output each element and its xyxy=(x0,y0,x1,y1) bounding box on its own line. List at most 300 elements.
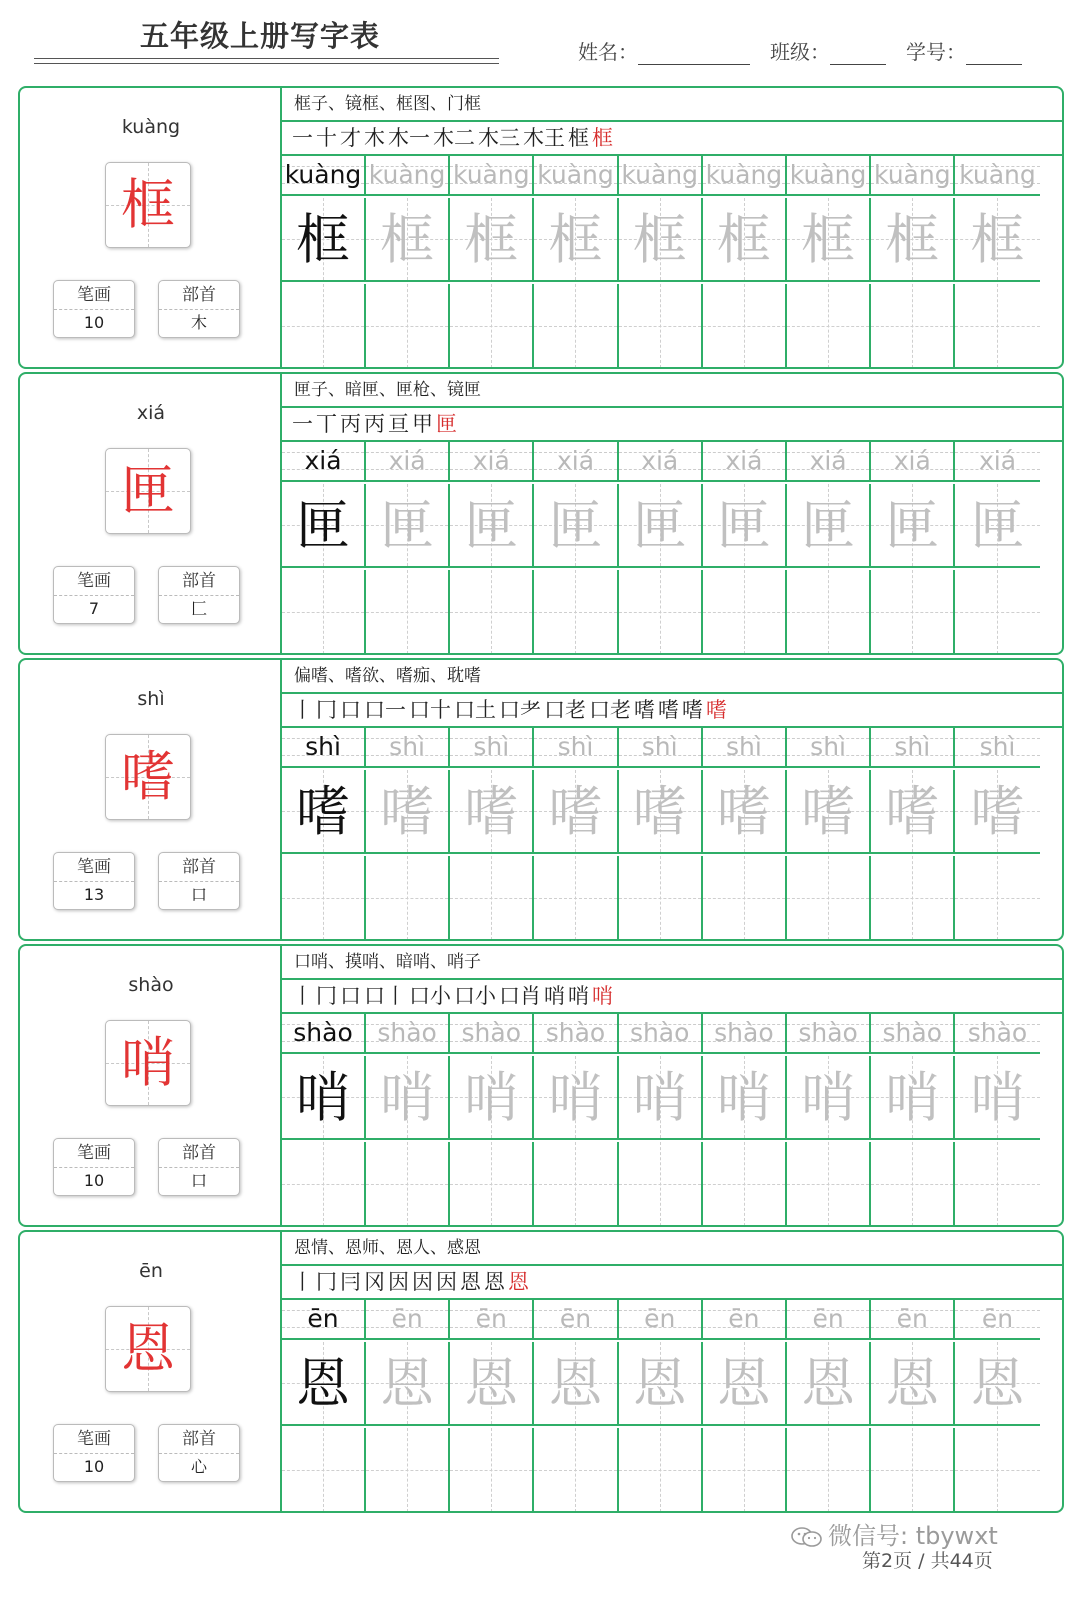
character-text: 匣 xyxy=(548,494,603,557)
blank-writing-cell[interactable] xyxy=(450,856,534,940)
pinyin-practice-cell[interactable] xyxy=(955,1014,1039,1054)
pinyin-practice-cell[interactable] xyxy=(955,1300,1039,1340)
blank-writing-cell[interactable] xyxy=(703,1428,787,1512)
character-text: 嗜 xyxy=(296,780,350,843)
trace-character-cell[interactable] xyxy=(282,1056,366,1140)
pinyin-text: kuàng xyxy=(789,160,867,189)
radical-value: 口 xyxy=(190,1171,207,1190)
pinyin-text: kuàng xyxy=(959,160,1036,189)
pinyin-practice-cell[interactable] xyxy=(955,442,1039,482)
radical-label: 部首 xyxy=(159,1139,239,1168)
practice-grid xyxy=(282,728,1062,939)
pinyin-practice-cell[interactable] xyxy=(450,728,534,768)
pinyin-label: ēn xyxy=(139,1260,163,1282)
pinyin-practice-cell[interactable] xyxy=(619,1300,703,1340)
pinyin-label: shì xyxy=(137,688,165,710)
trace-character-cell[interactable] xyxy=(871,1342,955,1426)
pinyin-text: ēn xyxy=(391,1304,423,1333)
practice-grid xyxy=(282,1014,1062,1225)
trace-character-cell[interactable] xyxy=(787,484,871,568)
trace-character-cell[interactable] xyxy=(871,770,955,854)
character-text: 恩 xyxy=(464,1352,519,1415)
pinyin-practice-cell[interactable] xyxy=(282,728,366,768)
practice-panel xyxy=(282,1232,1062,1511)
stroke-step: 哨 xyxy=(592,984,613,1008)
stroke-count-box xyxy=(53,280,135,338)
character-text: 哨 xyxy=(970,1066,1025,1129)
pinyin-practice-cell[interactable] xyxy=(534,1014,618,1054)
radical-box xyxy=(158,852,240,910)
trace-character-cell[interactable] xyxy=(534,484,618,568)
character-text: 匣 xyxy=(716,494,771,557)
watermark-text: 微信号: tbywxt xyxy=(828,1522,998,1550)
stroke-step: 口 xyxy=(340,984,361,1008)
stroke-count-label: 笔画 xyxy=(54,1425,134,1454)
pinyin-practice-cell[interactable] xyxy=(619,728,703,768)
pinyin-practice-cell[interactable] xyxy=(871,442,955,482)
stroke-step: 口小 xyxy=(454,984,496,1008)
blank-writing-cell[interactable] xyxy=(619,284,703,368)
radical-value: 木 xyxy=(190,313,207,332)
character-text: 匣 xyxy=(970,494,1025,557)
class-field[interactable] xyxy=(770,36,886,65)
character-text: 匣 xyxy=(380,494,435,557)
name-line[interactable] xyxy=(638,44,750,65)
blank-writing-cell[interactable] xyxy=(534,570,618,654)
pinyin-practice-cell[interactable] xyxy=(534,442,618,482)
blank-writing-cell[interactable] xyxy=(871,1428,955,1512)
stroke-step: 哨 xyxy=(544,984,565,1008)
practice-grid xyxy=(282,442,1062,653)
pinyin-text: kuàng xyxy=(368,160,446,189)
radical-label: 部首 xyxy=(159,1425,239,1454)
blank-writing-cell[interactable] xyxy=(450,284,534,368)
blank-writing-cell[interactable] xyxy=(282,284,366,368)
blank-writing-cell[interactable] xyxy=(366,1428,450,1512)
id-line[interactable] xyxy=(966,44,1022,65)
character-text: 嗜 xyxy=(632,780,687,843)
character-text: 匣 xyxy=(632,494,687,557)
character-text: 恩 xyxy=(296,1352,350,1415)
stroke-step: 冂 xyxy=(316,698,337,722)
blank-writing-cell[interactable] xyxy=(787,284,871,368)
pinyin-text: shào xyxy=(293,1018,353,1047)
blank-writing-cell[interactable] xyxy=(703,284,787,368)
trace-character-cell[interactable] xyxy=(534,1056,618,1140)
stroke-step: 冈 xyxy=(364,1270,385,1294)
pinyin-practice-cell[interactable] xyxy=(450,1300,534,1340)
pinyin-text: ēn xyxy=(475,1304,507,1333)
trace-character-cell[interactable] xyxy=(787,198,871,282)
blank-writing-cell[interactable] xyxy=(871,856,955,940)
character-text: 匣 xyxy=(801,494,856,557)
id-label: 学号： xyxy=(906,40,966,64)
wechat-icon xyxy=(790,1526,824,1548)
stroke-step: 口 xyxy=(340,698,361,722)
trace-character-cell[interactable] xyxy=(787,770,871,854)
trace-character-cell[interactable] xyxy=(955,198,1039,282)
stroke-step: 口丨 xyxy=(364,984,406,1008)
pinyin-practice-cell[interactable] xyxy=(619,156,703,196)
stroke-step: 口一 xyxy=(364,698,406,722)
pinyin-label: shào xyxy=(128,974,174,996)
pinyin-text: shào xyxy=(461,1018,522,1047)
trace-character-cell[interactable] xyxy=(619,770,703,854)
trace-character-cell[interactable] xyxy=(282,198,366,282)
blank-writing-cell[interactable] xyxy=(282,1142,366,1226)
stroke-step: 丙 xyxy=(340,412,361,436)
stroke-count-box xyxy=(53,1138,135,1196)
pinyin-practice-cell[interactable] xyxy=(619,1014,703,1054)
blank-writing-cell[interactable] xyxy=(871,1142,955,1226)
pinyin-practice-cell[interactable] xyxy=(534,728,618,768)
blank-writing-cell[interactable] xyxy=(955,284,1039,368)
stroke-step: 框 xyxy=(592,126,613,150)
blank-writing-cell[interactable] xyxy=(366,1142,450,1226)
pinyin-practice-cell[interactable] xyxy=(282,1014,366,1054)
pinyin-text: kuàng xyxy=(452,160,530,189)
trace-character-cell[interactable] xyxy=(619,198,703,282)
stroke-step: 嗜 xyxy=(658,698,679,722)
character-display: 匣 xyxy=(121,459,175,522)
stroke-step: 恩 xyxy=(460,1270,481,1294)
stroke-step: 甲 xyxy=(412,412,433,436)
blank-writing-cell[interactable] xyxy=(703,856,787,940)
stroke-step: 木王 xyxy=(523,126,565,150)
character-text: 匣 xyxy=(464,494,519,557)
radical-box xyxy=(158,1424,240,1482)
pinyin-practice-cell[interactable] xyxy=(450,156,534,196)
example-words: 恩情、恩师、恩人、感恩 xyxy=(282,1232,1062,1266)
blank-writing-cell[interactable] xyxy=(703,570,787,654)
blank-writing-cell[interactable] xyxy=(787,1142,871,1226)
trace-character-cell[interactable] xyxy=(955,1056,1039,1140)
pinyin-text: xiá xyxy=(388,446,426,475)
pinyin-practice-cell[interactable] xyxy=(787,728,871,768)
stroke-step: 口肖 xyxy=(499,984,541,1008)
radical-value: 口 xyxy=(190,885,207,904)
pinyin-text: shì xyxy=(894,732,931,761)
trace-character-cell[interactable] xyxy=(534,198,618,282)
trace-character-cell[interactable] xyxy=(871,198,955,282)
trace-character-cell[interactable] xyxy=(619,484,703,568)
trace-character-cell[interactable] xyxy=(787,1342,871,1426)
pinyin-practice-cell[interactable] xyxy=(366,1014,450,1054)
radical-value: 匚 xyxy=(190,599,207,618)
pinyin-practice-cell[interactable] xyxy=(955,156,1039,196)
class-line[interactable] xyxy=(830,44,886,65)
blank-writing-cell[interactable] xyxy=(955,856,1039,940)
trace-character-cell[interactable] xyxy=(534,770,618,854)
blank-writing-cell[interactable] xyxy=(787,570,871,654)
stroke-step: 木三 xyxy=(478,126,520,150)
blank-writing-cell[interactable] xyxy=(534,1428,618,1512)
character-text: 框 xyxy=(801,208,856,271)
pinyin-text: ēn xyxy=(981,1304,1014,1333)
pinyin-text: xiá xyxy=(641,446,679,475)
pinyin-practice-cell[interactable] xyxy=(703,442,787,482)
trace-character-cell[interactable] xyxy=(619,1056,703,1140)
pinyin-practice-cell[interactable] xyxy=(282,1300,366,1340)
pinyin-text: xiá xyxy=(978,446,1017,475)
character-text: 恩 xyxy=(716,1352,771,1415)
trace-character-cell[interactable] xyxy=(955,484,1039,568)
blank-writing-cell[interactable] xyxy=(450,1142,534,1226)
trace-character-cell[interactable] xyxy=(871,1056,955,1140)
practice-panel xyxy=(282,946,1062,1225)
blank-writing-cell[interactable] xyxy=(619,1142,703,1226)
trace-character-cell[interactable] xyxy=(619,1342,703,1426)
character-text: 哨 xyxy=(801,1066,856,1129)
id-field[interactable] xyxy=(906,36,1022,65)
stroke-order xyxy=(282,694,1062,728)
blank-writing-cell[interactable] xyxy=(955,1142,1039,1226)
pinyin-text: kuàng xyxy=(621,160,698,189)
trace-character-cell[interactable] xyxy=(366,1056,450,1140)
stroke-step: 因 xyxy=(412,1270,433,1294)
blank-writing-cell[interactable] xyxy=(450,1428,534,1512)
trace-character-cell[interactable] xyxy=(871,484,955,568)
radical-value: 心 xyxy=(190,1457,207,1476)
card-info-panel xyxy=(20,946,282,1225)
trace-character-cell[interactable] xyxy=(366,770,450,854)
pinyin-practice-cell[interactable] xyxy=(450,442,534,482)
practice-panel xyxy=(282,660,1062,939)
trace-character-cell[interactable] xyxy=(282,1342,366,1426)
stroke-step: 亘 xyxy=(388,412,409,436)
stroke-step: 恩 xyxy=(508,1270,529,1294)
pinyin-label: kuàng xyxy=(121,116,181,138)
stroke-step: 木 xyxy=(364,126,385,150)
character-text: 嗜 xyxy=(716,780,771,843)
stroke-step: 哨 xyxy=(568,984,589,1008)
pinyin-practice-cell[interactable] xyxy=(871,1300,955,1340)
stroke-step: 嗜 xyxy=(706,698,727,722)
stroke-step: 才 xyxy=(340,126,361,150)
trace-character-cell[interactable] xyxy=(282,484,366,568)
pinyin-text: shì xyxy=(641,732,678,761)
character-text: 匣 xyxy=(885,494,940,557)
trace-character-cell[interactable] xyxy=(955,1342,1039,1426)
blank-writing-cell[interactable] xyxy=(366,284,450,368)
stroke-count-label: 笔画 xyxy=(54,853,134,882)
blank-writing-cell[interactable] xyxy=(282,856,366,940)
blank-writing-cell[interactable] xyxy=(450,570,534,654)
blank-writing-cell[interactable] xyxy=(703,1142,787,1226)
pinyin-text: shào xyxy=(714,1018,774,1047)
pinyin-practice-cell[interactable] xyxy=(366,442,450,482)
pinyin-practice-cell[interactable] xyxy=(787,442,871,482)
pinyin-practice-cell[interactable] xyxy=(534,1300,618,1340)
character-text: 框 xyxy=(296,208,350,271)
trace-character-cell[interactable] xyxy=(450,1342,534,1426)
stroke-count-label: 笔画 xyxy=(54,1139,134,1168)
stroke-count-label: 笔画 xyxy=(54,567,134,596)
trace-character-cell[interactable] xyxy=(450,1056,534,1140)
card-info-panel xyxy=(20,88,282,367)
character-text: 框 xyxy=(885,208,940,271)
trace-character-cell[interactable] xyxy=(703,1342,787,1426)
trace-character-cell[interactable] xyxy=(787,1056,871,1140)
blank-writing-cell[interactable] xyxy=(787,1428,871,1512)
stroke-count-box xyxy=(53,566,135,624)
stroke-step: 嗜 xyxy=(682,698,703,722)
blank-writing-cell[interactable] xyxy=(282,1428,366,1512)
character-display-box xyxy=(105,448,191,534)
radical-box xyxy=(158,1138,240,1196)
blank-writing-cell[interactable] xyxy=(871,570,955,654)
pinyin-text: shào xyxy=(882,1018,943,1047)
character-display: 嗜 xyxy=(121,745,175,808)
trace-character-cell[interactable] xyxy=(366,484,450,568)
card-info-panel xyxy=(20,374,282,653)
pinyin-practice-cell[interactable] xyxy=(787,156,871,196)
radical-label: 部首 xyxy=(159,853,239,882)
blank-writing-cell[interactable] xyxy=(955,1428,1039,1512)
stroke-step: 丨 xyxy=(292,984,313,1008)
pinyin-text: ēn xyxy=(644,1304,676,1333)
character-display-box xyxy=(105,162,191,248)
pinyin-practice-cell[interactable] xyxy=(366,156,450,196)
stroke-order xyxy=(282,122,1062,156)
character-text: 恩 xyxy=(380,1352,435,1415)
stroke-step: 口老 xyxy=(544,698,586,722)
character-text: 嗜 xyxy=(548,780,603,843)
radical-box xyxy=(158,566,240,624)
trace-character-cell[interactable] xyxy=(366,198,450,282)
trace-character-cell[interactable] xyxy=(282,770,366,854)
trace-character-cell[interactable] xyxy=(703,198,787,282)
character-card xyxy=(18,372,1064,655)
character-text: 恩 xyxy=(632,1352,687,1415)
trace-character-cell[interactable] xyxy=(450,484,534,568)
pinyin-practice-cell[interactable] xyxy=(703,728,787,768)
trace-character-cell[interactable] xyxy=(366,1342,450,1426)
character-card xyxy=(18,658,1064,941)
trace-character-cell[interactable] xyxy=(703,1056,787,1140)
pinyin-text: kuàng xyxy=(873,160,951,189)
stroke-order xyxy=(282,1266,1062,1300)
name-field[interactable] xyxy=(578,36,750,65)
pinyin-practice-cell[interactable] xyxy=(366,1300,450,1340)
radical-label: 部首 xyxy=(159,567,239,596)
blank-writing-cell[interactable] xyxy=(366,570,450,654)
pinyin-practice-cell[interactable] xyxy=(787,1014,871,1054)
character-text: 哨 xyxy=(885,1066,940,1129)
stroke-step: 冂 xyxy=(316,1270,337,1294)
example-words: 口哨、摸哨、暗哨、哨子 xyxy=(282,946,1062,980)
blank-writing-cell[interactable] xyxy=(787,856,871,940)
stroke-step: 因 xyxy=(436,1270,457,1294)
character-text: 框 xyxy=(970,208,1025,271)
pinyin-text: kuàng xyxy=(537,160,614,189)
blank-writing-cell[interactable] xyxy=(534,856,618,940)
trace-character-cell[interactable] xyxy=(450,770,534,854)
pinyin-practice-cell[interactable] xyxy=(534,156,618,196)
blank-writing-cell[interactable] xyxy=(282,570,366,654)
card-info-panel xyxy=(20,660,282,939)
stroke-step: 口十 xyxy=(409,698,451,722)
pinyin-practice-cell[interactable] xyxy=(366,728,450,768)
blank-writing-cell[interactable] xyxy=(619,570,703,654)
pinyin-text: ēn xyxy=(728,1304,760,1333)
trace-character-cell[interactable] xyxy=(534,1342,618,1426)
pinyin-practice-cell[interactable] xyxy=(619,442,703,482)
pinyin-practice-cell[interactable] xyxy=(282,156,366,196)
pinyin-practice-cell[interactable] xyxy=(450,1014,534,1054)
blank-writing-cell[interactable] xyxy=(619,856,703,940)
blank-writing-cell[interactable] xyxy=(619,1428,703,1512)
character-text: 哨 xyxy=(548,1066,603,1129)
stroke-step: 框 xyxy=(568,126,589,150)
character-text: 嗜 xyxy=(380,780,435,843)
pinyin-practice-cell[interactable] xyxy=(703,1300,787,1340)
pinyin-text: xiá xyxy=(556,446,595,475)
pinyin-text: ēn xyxy=(307,1304,339,1333)
character-text: 哨 xyxy=(380,1066,435,1129)
pinyin-text: xiá xyxy=(472,446,510,475)
stroke-count-value: 10 xyxy=(83,1171,105,1190)
stroke-count-value: 7 xyxy=(88,599,100,618)
example-words: 框子、镜框、框图、门框 xyxy=(282,88,1062,122)
radical-label: 部首 xyxy=(159,281,239,310)
stroke-step: 丨 xyxy=(292,698,313,722)
pinyin-text: kuàng xyxy=(284,160,362,189)
stroke-step: 十 xyxy=(316,126,337,150)
stroke-step: 嗜 xyxy=(634,698,655,722)
stroke-count-box xyxy=(53,1424,135,1482)
pinyin-text: xiá xyxy=(893,446,931,475)
stroke-count-value: 10 xyxy=(83,313,105,332)
pinyin-practice-cell[interactable] xyxy=(871,156,955,196)
pinyin-text: xiá xyxy=(725,446,763,475)
blank-writing-cell[interactable] xyxy=(871,284,955,368)
stroke-step: 木一 xyxy=(388,126,430,150)
character-display-box xyxy=(105,734,191,820)
pinyin-practice-cell[interactable] xyxy=(282,442,366,482)
blank-writing-cell[interactable] xyxy=(955,570,1039,654)
pinyin-practice-cell[interactable] xyxy=(703,156,787,196)
pinyin-practice-cell[interactable] xyxy=(955,728,1039,768)
pinyin-practice-cell[interactable] xyxy=(787,1300,871,1340)
pinyin-practice-cell[interactable] xyxy=(871,1014,955,1054)
pinyin-text: shì xyxy=(305,732,341,761)
example-words: 偏嗜、嗜欲、嗜痂、耽嗜 xyxy=(282,660,1062,694)
radical-box xyxy=(158,280,240,338)
character-text: 哨 xyxy=(632,1066,687,1129)
trace-character-cell[interactable] xyxy=(955,770,1039,854)
trace-character-cell[interactable] xyxy=(703,484,787,568)
blank-writing-cell[interactable] xyxy=(534,284,618,368)
character-text: 嗜 xyxy=(970,780,1025,843)
pinyin-practice-cell[interactable] xyxy=(703,1014,787,1054)
trace-character-cell[interactable] xyxy=(703,770,787,854)
character-text: 恩 xyxy=(885,1352,940,1415)
stroke-step: 匣 xyxy=(436,412,457,436)
blank-writing-cell[interactable] xyxy=(534,1142,618,1226)
stroke-step: 冃 xyxy=(340,1270,361,1294)
trace-character-cell[interactable] xyxy=(450,198,534,282)
blank-writing-cell[interactable] xyxy=(366,856,450,940)
character-text: 匣 xyxy=(296,494,350,557)
pinyin-text: shì xyxy=(389,732,425,761)
class-label: 班级： xyxy=(770,40,830,64)
pinyin-text: xiá xyxy=(304,446,342,475)
pinyin-text: shì xyxy=(557,732,594,761)
practice-grid xyxy=(282,156,1062,367)
pinyin-practice-cell[interactable] xyxy=(871,728,955,768)
character-card xyxy=(18,1230,1064,1513)
